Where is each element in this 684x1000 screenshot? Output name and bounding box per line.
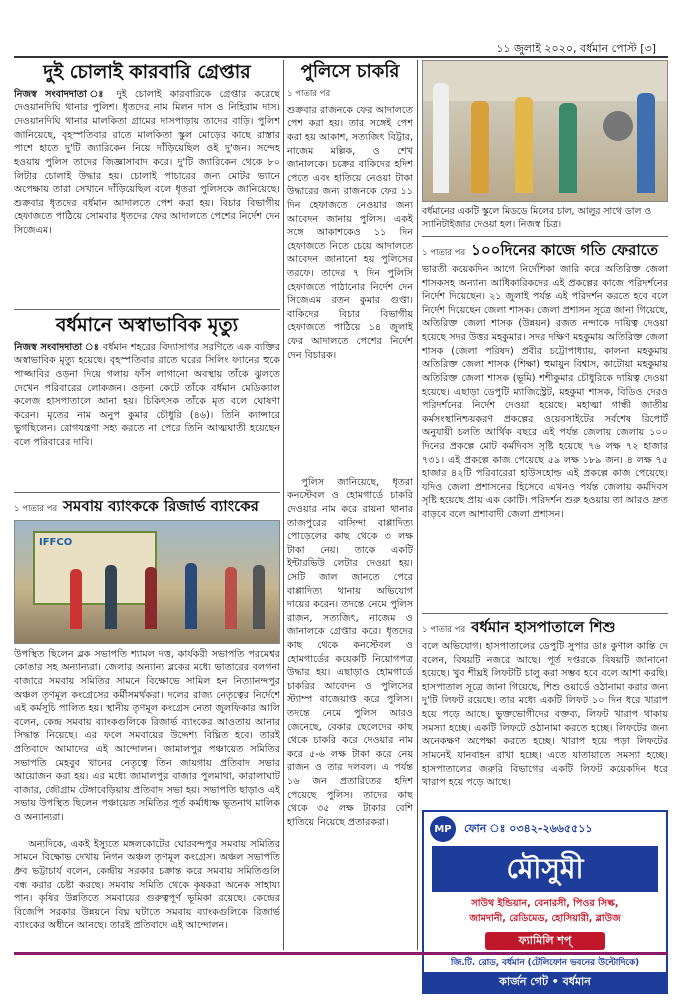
ad-footer: কার্জন গেট • বর্ধমান [424, 972, 666, 992]
ad-address: জি.টি. রোড, বর্ধমান (টেলিফোন ভবনের উল্টোদিকে) [450, 958, 640, 968]
headline-arrest: দুই চোলাই কারবারি গ্রেপ্তার [43, 61, 251, 83]
person-figure [70, 569, 82, 629]
midday-meal-photo [422, 60, 668, 202]
headline-row [422, 619, 668, 637]
ad-phone: ফোন ঃ ০৩৪২-২৬৬৫৫১১ [464, 821, 593, 835]
person-figure [559, 103, 577, 193]
ad-tag: ফ্যামিলি শপ্ [485, 932, 605, 950]
person-figure [515, 97, 533, 193]
photo-wall [423, 61, 668, 101]
column-right [422, 60, 668, 988]
headline-death: বর্ধমানে অস্বাভাবিক মৃত্যু [55, 313, 239, 336]
continued-label: ১ পাতার পর [422, 248, 466, 259]
continued-label: ১ পাতার পর [14, 503, 58, 514]
top-rule [14, 56, 668, 58]
ad-top-row [424, 812, 666, 846]
page-header: ১১ জুলাই ২০২০, বর্ধমান পোস্ট [৩] [496, 42, 656, 55]
divider [14, 309, 280, 310]
headline-cooperative: সমবায় ব্যাংককে রিজার্ভ ব্যাংকের [63, 496, 259, 515]
article-police-body: শুক্রবার রাজনকে ফের আদালতে পেশ করা হয়। তার সঙ্গেই পেশ করা হয় আকাশ, সত্যজিৎ বিট্টার, নাজেম মল্লিক, ও শেখ জানালকে। চক্রের বাকিদের হদিশ পেতে এবং হাতিয়ে নেওয়া টাকা উদ্ধারের জন্য রাজনকে ফের ১১ দিন হেফাজতে নেওয়ার জন্য আবেদন জানায় পুলিস। একই সঙ্গে আকাশকেও ১১ দিন হেফাজতে নিতে চেয়ে আদালতে আবেদন জানানো হয় পুলিসের তরফে। তাদের ৭ দিন পুলিসি হেফাজতে পাঠানোর নির্দেশ দেন সিজেএম রতন কুমার গুপ্তা। বাকিদের বিচার বিভাগীয় হেফাজতে পাঠিয়ে ১৪ জুলাই ফের আদালতে পেশের নির্দেশ দেন বিচারক। [287, 104, 413, 361]
article-arrest-body [14, 88, 280, 304]
person-figure [253, 565, 265, 629]
ad-line-2: জামদানী, রেডিমেড, হোসিয়ারী, ব্লাউজ [469, 913, 621, 924]
divider [14, 492, 280, 493]
article-cooperative-body-2: অন্যদিকে, একই ইস্যুতে মঙ্গলকোটের ঘোরবন্দপুর সমবায় সমিতির সামনে বিক্ষোভ দেখায় নিগন অঞ্চল তৃণমূল কংগ্রেস। অঞ্চল সভাপতি ধ্রুব ভট্টাচার্য বলেন, কেন্দ্রীয় সরকার চক্রান্ত করে সমবায় সমিতিগুলি বন্ধ করার চেষ্টা করছে। সমবায় সমিতি থেকে কৃষকরা অনেক সাহায্য পান। কৃষির উন্নতিতে সমবায়ের গুরুত্বপূর্ণ ভূমিকা রয়েছে। কেন্দ্রের বিজেপি সরকার উন্নয়নে বিঘ্ন ঘটাতে সমবায় ব্যাংকগুলিকে রিজার্ভ ব্যাংকের অধীনে আনছে। তারই প্রতিবাদে এই আন্দোলন। [14, 838, 280, 932]
ad-logo-icon: MP [430, 816, 456, 842]
ad-line-1: সাউথ ইন্ডিয়ান, বেনারসী, পিওর সিল্ক, [471, 898, 619, 909]
article-death-body [14, 341, 280, 487]
headline-row [14, 498, 280, 516]
person-figure [225, 567, 237, 629]
ad-brand: মৌসুমী [432, 846, 658, 892]
article-hospital-body: বলে অভিযোগ। হাসপাতালের ডেপুটি সুপার ডাঃ কুণাল কান্তি দে বলেন, বিষয়টি নজরে আছে। পূর্ত দপ্তরকে বিষয়টি জানানো হয়েছে। খুব শীঘ্রই লিফটটি চালু করা সম্ভব হবে বলে আশা করছি। হাসপাতাল সূত্রে জানা গিয়েছে, শিশু ওয়ার্ডে ওঠানামা করার জন্য দু'টি লিফট রয়েছে। তার মধ্যে একটি লিফট ১০ দিন ধরে খারাপ হয়ে পড়ে আছে। ভুক্তভোগীদের বক্তব্য, লিফট খারাপ থাকায় সমস্যা হচ্ছে। একটি লিফটে ওঠানামা করতে হচ্ছে। লিফটের জন্য অনেকক্ষণ অপেক্ষা করতে হচ্ছে। খারাপ হয়ে পড়া লিফটের সামনেই যানবাহন রাখা হচ্ছে। এতে যাতায়াতে সমস্যা হচ্ছে। হাসপাতালের জরুরি বিভাগের একটি লিফট কয়েকদিন ধরে খারাপ হয়ে পড়ে আছে। [422, 641, 668, 789]
person-figure [637, 93, 655, 193]
headline-hospital: বর্ধমান হাসপাতালে শিশু [471, 618, 616, 637]
advertisement [422, 810, 668, 994]
headline-row [422, 242, 668, 260]
column-left [14, 60, 280, 950]
column-divider [283, 60, 284, 950]
headline-police-jobs: পুলিসে চাকরি [300, 61, 400, 82]
byline: নিজস্ব সংবাদদাতা ঃ [14, 88, 109, 100]
person-figure [105, 565, 117, 629]
article-cooperative-body: উপস্থিত ছিলেন ব্লক সভাপতি শ্যামল দত্ত, কার্যকরী সভাপতি পরমেশ্বর কোঙার সহ অন্যান্যরা। জেলার অন্যান্য ব্লকের মধ্যে ভাতারের বলগনা বাজারে সমবায় সমিতির সামনে বিক্ষোভে সামিল হন নিত্যানন্দপুর অঞ্চল তৃণমূল কংগ্রেসের কর্মীসমর্থকরা। দলের রাজ্য নেতৃত্বের নির্দেশে এই কর্মসূচি পালিত হয়। স্থানীয় তৃণমূল কংগ্রেস নেতা জুলফিকার আলি বলেন, কেন্দ্র সমবায় ব্যাংকগুলিকে রিজার্ভ ব্যাংকের আওতায় আনার সিদ্ধান্ত নিয়েছে। এর ফলে সমবায়ের উদ্দেশ্য বিঘ্নিত হবে। তারই প্রতিবাদে আমাদের এই আন্দোলন। জামালপুর পঞ্চায়েত সমিতির সভাপতি মেহবুব খানের নেতৃত্বে তিন জায়গায় প্রতিবাদ সভার আয়োজন করা হয়। এর মধ্যে জামালপুর বাজার পুলমাথা, কারালাঘাট বাজার, জৌগ্রাম টেঙ্গাবেড়িয়ায় প্রতিবাদ সভা হয়। সভাপতি ছাড়াও এই সভায় উপস্থিত ছিলেন পঞ্চায়েত সমিতির পূর্ত কর্মাধ্যক্ষ ভূতনাথ মালিক ও অন্যান্যরা। [14, 648, 280, 823]
photo-caption: বর্ধমানের একটি স্কুলে মিডডে মিলের চাল, আলুর সাথে ডাল ও স্যানিটাইজার দেওয়া হল। নিজস্ব চিত্র। [422, 206, 652, 231]
food-pot [603, 111, 633, 141]
byline: নিজস্ব সংবাদদাতা ঃ [14, 341, 100, 353]
headline-100-days: ১০০দিনের কাজে গতি ফেরাতে [471, 241, 659, 260]
protest-photo [14, 520, 280, 644]
person-figure [471, 101, 489, 193]
person-figure [433, 83, 449, 193]
column-divider [417, 60, 418, 950]
bottom-rule [14, 952, 668, 955]
bank-signboard [33, 531, 157, 605]
person-figure [145, 567, 157, 629]
column-middle [287, 60, 413, 946]
article-100-days-body: ভারতী কয়েকদিন আগে নির্দেশিকা জারি করে অতিরিক্ত জেলা শাসকসহ অন্যান্য আধিকারিকদের এই প্রকল্পের কাজে পরিদর্শনের নির্দেশ দিয়েছেন। ২১ জুলাই পর্যন্ত এই পরিদর্শন করতে হবে বলে নির্দেশ দিয়েছেন জেলা শাসক। জেলা প্রশাসন সূত্রে জানা গিয়েছে, অতিরিক্ত জেলা শাসক (উন্নয়ন) রজত নন্দাকে দায়িত্ব দেওয়া হয়েছে সদর উত্তর মহকুমার। সদর দক্ষিণ মহকুমায় অতিরিক্ত জেলা শাসক (জেলা পরিষদ) প্রবীর চট্টোপাধ্যায়, কালনা মহকুমায় অতিরিক্ত জেলা শাসক (শিক্ষা) হুমায়ুন বিশ্বাস, কাটোয়া মহকুমায় অতিরিক্ত জেলা শাসক (ভূমি) শশীকুমার চৌধুরিকে দায়িত্ব দেওয়া হয়েছে। এছাড়া ডেপুটি ম্যাজিস্ট্রেট, মহকুমা শাসক, বিডিও দেরও পরিদর্শনের নির্দেশ দেওয়া হয়েছে। মহাত্মা গান্ধী জাতীয় কর্মসংস্থানিশ্চয়করণ প্রকল্পের ওয়েবসাইটের সর্বশেষ রিপোর্ট অনুযায়ী চলতি আর্থিক বছরে এই পর্যন্ত জেলায় জেলায় ১০০ দিনের প্রকল্পে মোট কর্মদিবস সৃষ্টি হয়েছে ৭৬ লক্ষ ৭২ হাজার ৭৩১। এই প্রকল্পে কাজ পেয়েছে ৫৯ লক্ষ ১৮৯ জন। ৪ লক্ষ ৭৫ হাজার ৪২টি পরিবারেরা হাউসহোল্ড এই প্রকল্পে কাজ পেয়েছে। যদিও জেলা প্রশাসনের হিসেবে এখনও পর্যন্ত জেলায় কর্মদিবস সৃষ্টি হয়েছে প্রায় এক কোটি। পরিদর্শন শুরু হওয়ায় তা আরও দ্রুত বাড়বে বলে আশাবাদী জেলা প্রশাসন। [422, 264, 668, 520]
divider [422, 236, 668, 237]
person-figure [185, 563, 197, 629]
article-text: বর্ধমান শহরের বিদ্যাসাগর সরণিতে এক ব্যক্তির অস্বাভাবিক মৃত্যু হয়েছে। বৃহস্পতিবার রাতে ঘরের সিলিং ফ্যানের হুকে পাজ্জাবির ওড়না দিয়ে গলায় ফাঁস লাগানো অবস্থায় তাঁকে ঝুলতে দেখেন পরিবারের লোকজন। ওড়না কেটে তাঁকে বর্ধমান মেডিক্যাল কলেজ হাসপাতালে আনা হয়। চিকিৎসক তাঁকে মৃত বলে ঘোষণা করেন। মৃতের নাম অনুপ কুমার চৌধুরি (৪৬)। তিনি ক্যান্সারে ভুগছিলেন। রোগযন্ত্রণা সহ্য করতে না পেরে তিনি আত্মঘাতী হয়েছেন বলে পরিবারের দাবি। [14, 341, 280, 448]
article-text: দুই চোলাই কারবারিকে গ্রেপ্তার করেছে দেওয়ানদিঘি থানার পুলিশ। ধৃতদের নাম মিলন দাস ও নিহিরাম দাস। দেওয়ানদিঘি থানার মালকিতা গ্রামের দাসপাড়ায় তাদের বাড়ি। পুলিশ জানিয়েছে, বৃহস্পতিবার রাতে মালকিতা স্কুল মোড়ের কাছে রাস্তার পাশে হাতে দু'টি জ্যারিকেন নিয়ে দাঁড়িয়েছিল ওই দু'জন। সন্দেহ হওয়ায় পুলিস তাদের জিজ্ঞাসাবাদ করে। দু'টি জ্যারিকেন থেকে ৮০ লিটার চোলাই উদ্ধার হয়। চোলাই পাচারের জন্য মোটর ভ্যানে অপেক্ষায় তারা সেখানে দাঁড়িয়েছিল বলে ধৃতরা পুলিসকে জানিয়েছে। শুক্রবার ধৃতদের বর্ধমান আদালতে পেশ করা হয়। বিচার বিভাগীয় হেফাজতে পাঠিয়ে সোমবার ধৃতদের ফের আদালতে পেশের নির্দেশ দেন সিজেএম। [14, 88, 280, 236]
article-police-body-2: পুলিস জানিয়েছে, ধৃতরা কনস্টেবল ও হোমগার্ডে চাকরি দেওয়ার নাম করে রায়না থানার তাজপুরের বাসিন্দা বাপ্পাদিত্য পোড়েলের কাছ থেকে ৩ লক্ষ টাকা নেয়। তাকে একটি ইন্টারভিউ লেটার দেওয়া হয়। সেটি জাল জানতে পেরে বাপ্পাদিত্য থানায় অভিযোগ দায়ের করেন। তদন্তে নেমে পুলিস রাজন, সত্যজিৎ, নাজেম ও জানালকে গ্রেপ্তার করে। ধৃতদের কাছ থেকে কনস্টেবল ও হোমগার্ডের কয়েকটি নিয়োগপত্র উদ্ধার হয়। এছাড়াও হোমগার্ডে চাকরির আবেদন ও পুলিসের স্ট্যাম্প বাজেয়াপ্ত করে পুলিস। তদন্তে নেমে পুলিস আরও জেনেছে, বেকার ছেলেদের কাছ থেকে চাকরি করে দেওয়ার নাম করে ৫-৬ লক্ষ টাকা করে নেয় রাজন ও তার দলবল। এ পর্যন্ত ১৬ জন প্রতারিতের হদিশ পেয়েছে পুলিস। তাদের কাছ থেকে ৩৫ লক্ষ টাকার বেশি হাতিয়ে নিয়েছে প্রতারকরা। [287, 476, 413, 828]
continued-label: ১ পাতার পর [422, 625, 466, 636]
sign-text: IFFCO [39, 536, 73, 548]
divider [422, 613, 668, 614]
continued-label: ১ পাতার পর [287, 88, 331, 99]
